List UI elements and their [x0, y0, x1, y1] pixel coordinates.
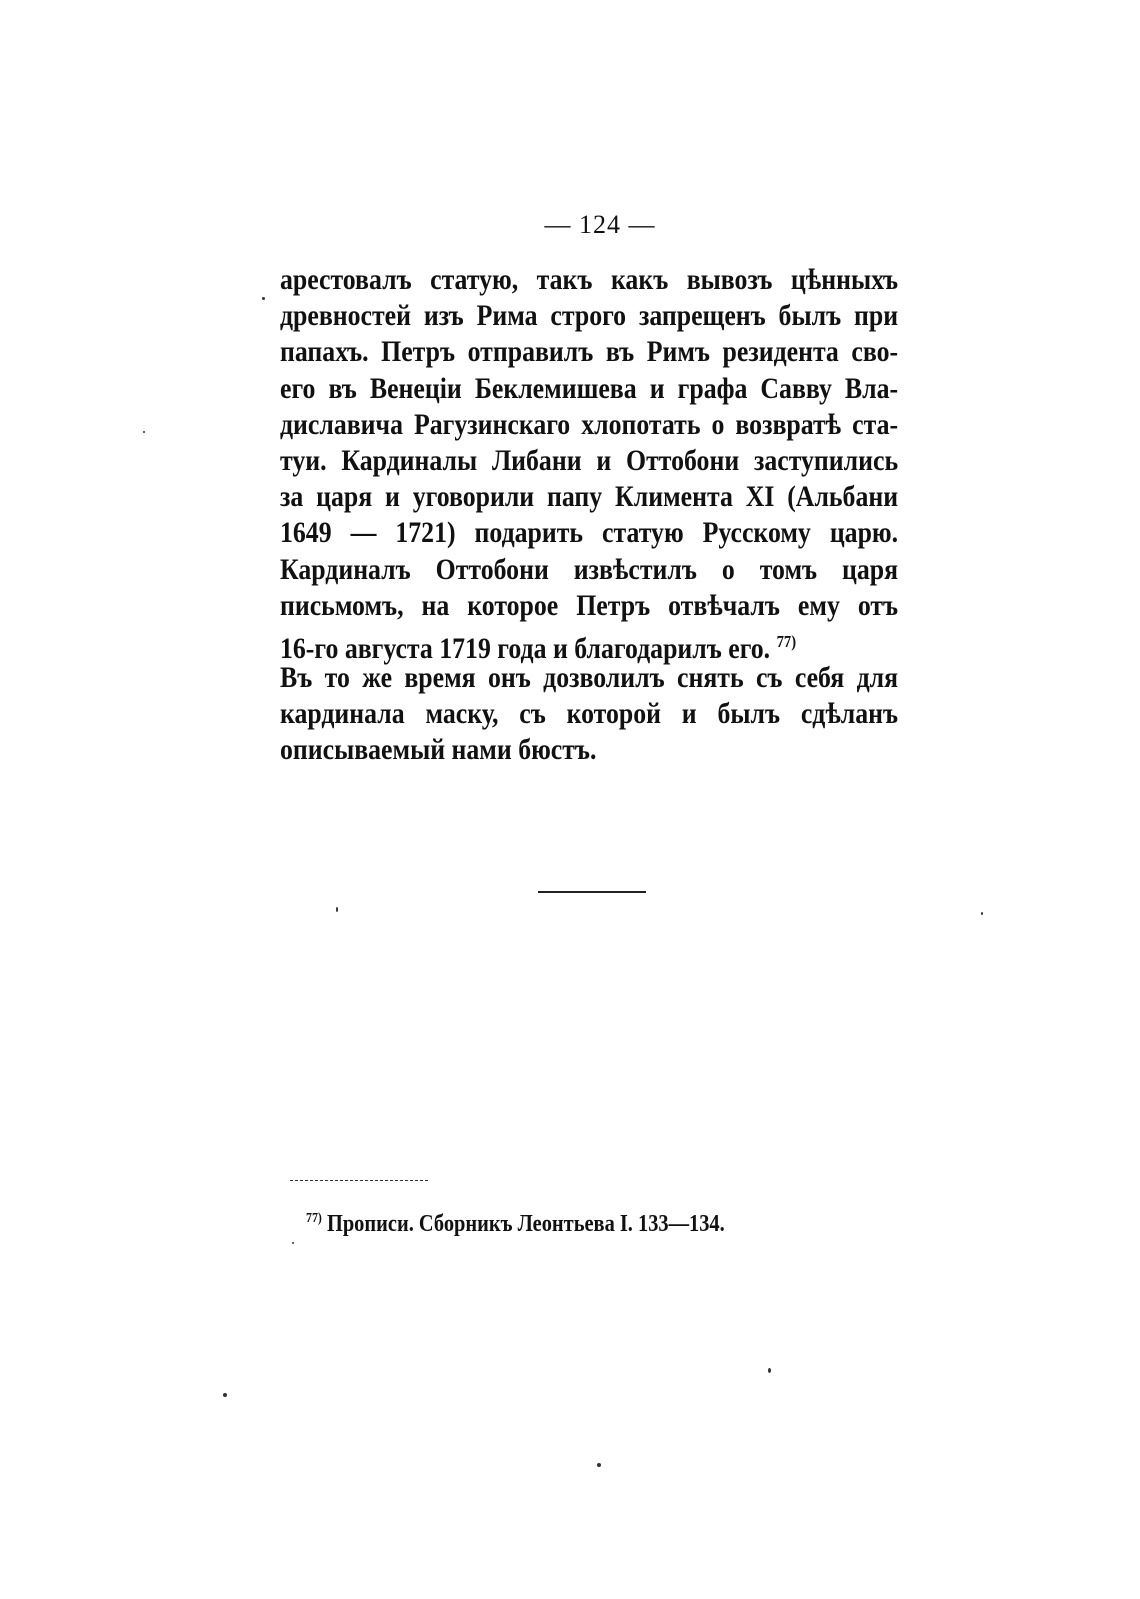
text-line: его въ Венеціи Беклемишева и графа Савву Вла-: [280, 371, 899, 405]
text-line: арестовалъ статую, такъ какъ вывозъ цѣнныхъ: [280, 263, 899, 296]
scan-speck: [336, 907, 338, 912]
body-text: [280, 262, 898, 769]
text-line: туи. Кардиналы Либани и Оттобони заступились: [280, 443, 899, 477]
footnote-text: Прописи. Сборникъ Леонтьева I. 133—134.: [326, 1211, 725, 1237]
scan-speck: [223, 1393, 227, 1397]
text-line-with-footnote-ref: [280, 624, 811, 665]
text-line: 16-го августа 1719 года и благодарилъ его.: [280, 631, 771, 665]
scan-speck: [981, 912, 983, 915]
text-line: диславича Рагузинскаго хлопотать о возвратѣ ста-: [280, 407, 899, 441]
scan-speck: [143, 431, 145, 433]
scan-speck: [262, 297, 265, 300]
footnote-separator: [290, 1180, 428, 1181]
text-line: Кардиналъ Оттобони извѣстилъ о томъ царя: [280, 552, 899, 586]
page-number: — 124 —: [544, 210, 656, 239]
text-line: письмомъ, на которое Петръ отвѣчалъ ему отъ: [280, 588, 899, 622]
text-line: кардинала маску, съ которой и былъ сдѣланъ: [280, 697, 899, 731]
scan-speck: [768, 1368, 771, 1373]
footnote: [306, 1211, 725, 1238]
footnote-marker: 77): [306, 1211, 322, 1226]
text-line: папахъ. Петръ отправилъ въ Римъ резидента сво-: [280, 335, 899, 369]
text-line: древностей изъ Рима строго запрещенъ былъ при: [280, 299, 899, 333]
footnote-reference[interactable]: 77): [776, 631, 797, 651]
section-end-rule: [538, 891, 646, 893]
scan-speck: [292, 1242, 294, 1244]
text-line: за царя и уговорили папу Климента XI (Альбани: [280, 480, 899, 514]
text-line: 1649 — 1721) подарить статую Русскому царю.: [280, 516, 899, 550]
scan-speck: [597, 1463, 601, 1467]
text-line: Въ то же время онъ дозволилъ снять съ себя для: [280, 661, 899, 695]
text-line: описываемый нами бюстъ.: [280, 733, 597, 767]
